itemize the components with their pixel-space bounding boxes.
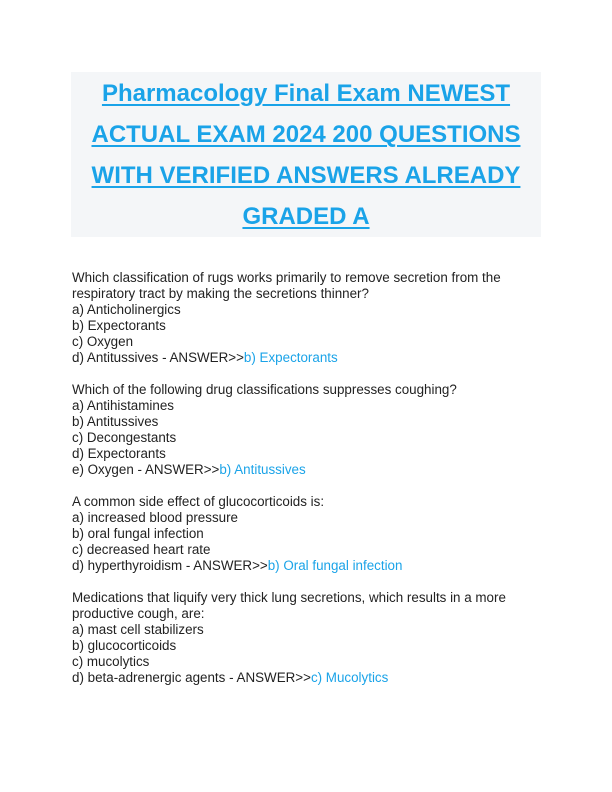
answer-option: b) Antitussives bbox=[72, 414, 159, 429]
answer-option: b) oral fungal infection bbox=[72, 526, 204, 541]
correct-answer: b) Antitussives bbox=[219, 462, 306, 477]
document-title-box bbox=[71, 72, 541, 237]
answer-option-with-key bbox=[72, 462, 542, 478]
document-title-line: WITH VERIFIED ANSWERS ALREADY bbox=[91, 162, 521, 189]
answer-option: a) mast cell stabilizers bbox=[72, 622, 204, 637]
answer-option: d) Antitussives bbox=[72, 350, 159, 365]
answer-option-with-key bbox=[72, 350, 542, 366]
answer-option: b) Expectorants bbox=[72, 318, 166, 333]
question-stem: respiratory tract by making the secretions thinner? bbox=[72, 286, 369, 301]
answer-option: a) Antihistamines bbox=[72, 398, 174, 413]
question-stem: productive cough, are: bbox=[72, 606, 205, 621]
answer-option-with-key bbox=[72, 670, 542, 686]
document-title-line: GRADED A bbox=[242, 203, 370, 230]
answer-option: d) Expectorants bbox=[72, 446, 166, 461]
answer-option-with-key bbox=[72, 558, 542, 574]
answer-marker: - ANSWER>> bbox=[225, 670, 311, 685]
answer-option: d) hyperthyroidism bbox=[72, 558, 183, 573]
answer-marker: - ANSWER>> bbox=[158, 350, 244, 365]
question-block bbox=[72, 270, 542, 366]
answer-option: e) Oxygen bbox=[72, 462, 134, 477]
question-block bbox=[72, 494, 542, 574]
question-stem: Medications that liquify very thick lung secretions, which results in a more bbox=[72, 590, 506, 605]
answer-option: c) Decongestants bbox=[72, 430, 177, 445]
answer-marker: - ANSWER>> bbox=[182, 558, 268, 573]
answer-option: c) mucolytics bbox=[72, 654, 150, 669]
question-block bbox=[72, 590, 542, 686]
correct-answer: b) Expectorants bbox=[243, 350, 338, 365]
document-title-line: Pharmacology Final Exam NEWEST bbox=[101, 80, 511, 107]
answer-marker: - ANSWER>> bbox=[133, 462, 220, 477]
answer-option: a) increased blood pressure bbox=[72, 510, 238, 525]
question-list bbox=[72, 270, 542, 702]
correct-answer: c) Mucolytics bbox=[310, 670, 389, 685]
answer-option: d) beta-adrenergic agents bbox=[72, 670, 226, 685]
answer-option: c) Oxygen bbox=[72, 334, 134, 349]
answer-option: a) Anticholinergics bbox=[72, 302, 181, 317]
document-title-line: ACTUAL EXAM 2024 200 QUESTIONS bbox=[91, 121, 521, 148]
correct-answer: b) Oral fungal infection bbox=[267, 558, 403, 573]
answer-option: c) decreased heart rate bbox=[72, 542, 211, 557]
question-stem: Which classification of rugs works primarily to remove secretion from the bbox=[72, 270, 501, 285]
answer-option: b) glucocorticoids bbox=[72, 638, 177, 653]
question-stem: A common side effect of glucocorticoids is: bbox=[72, 494, 325, 509]
question-stem: Which of the following drug classifications suppresses coughing? bbox=[72, 382, 457, 397]
question-block bbox=[72, 382, 542, 478]
